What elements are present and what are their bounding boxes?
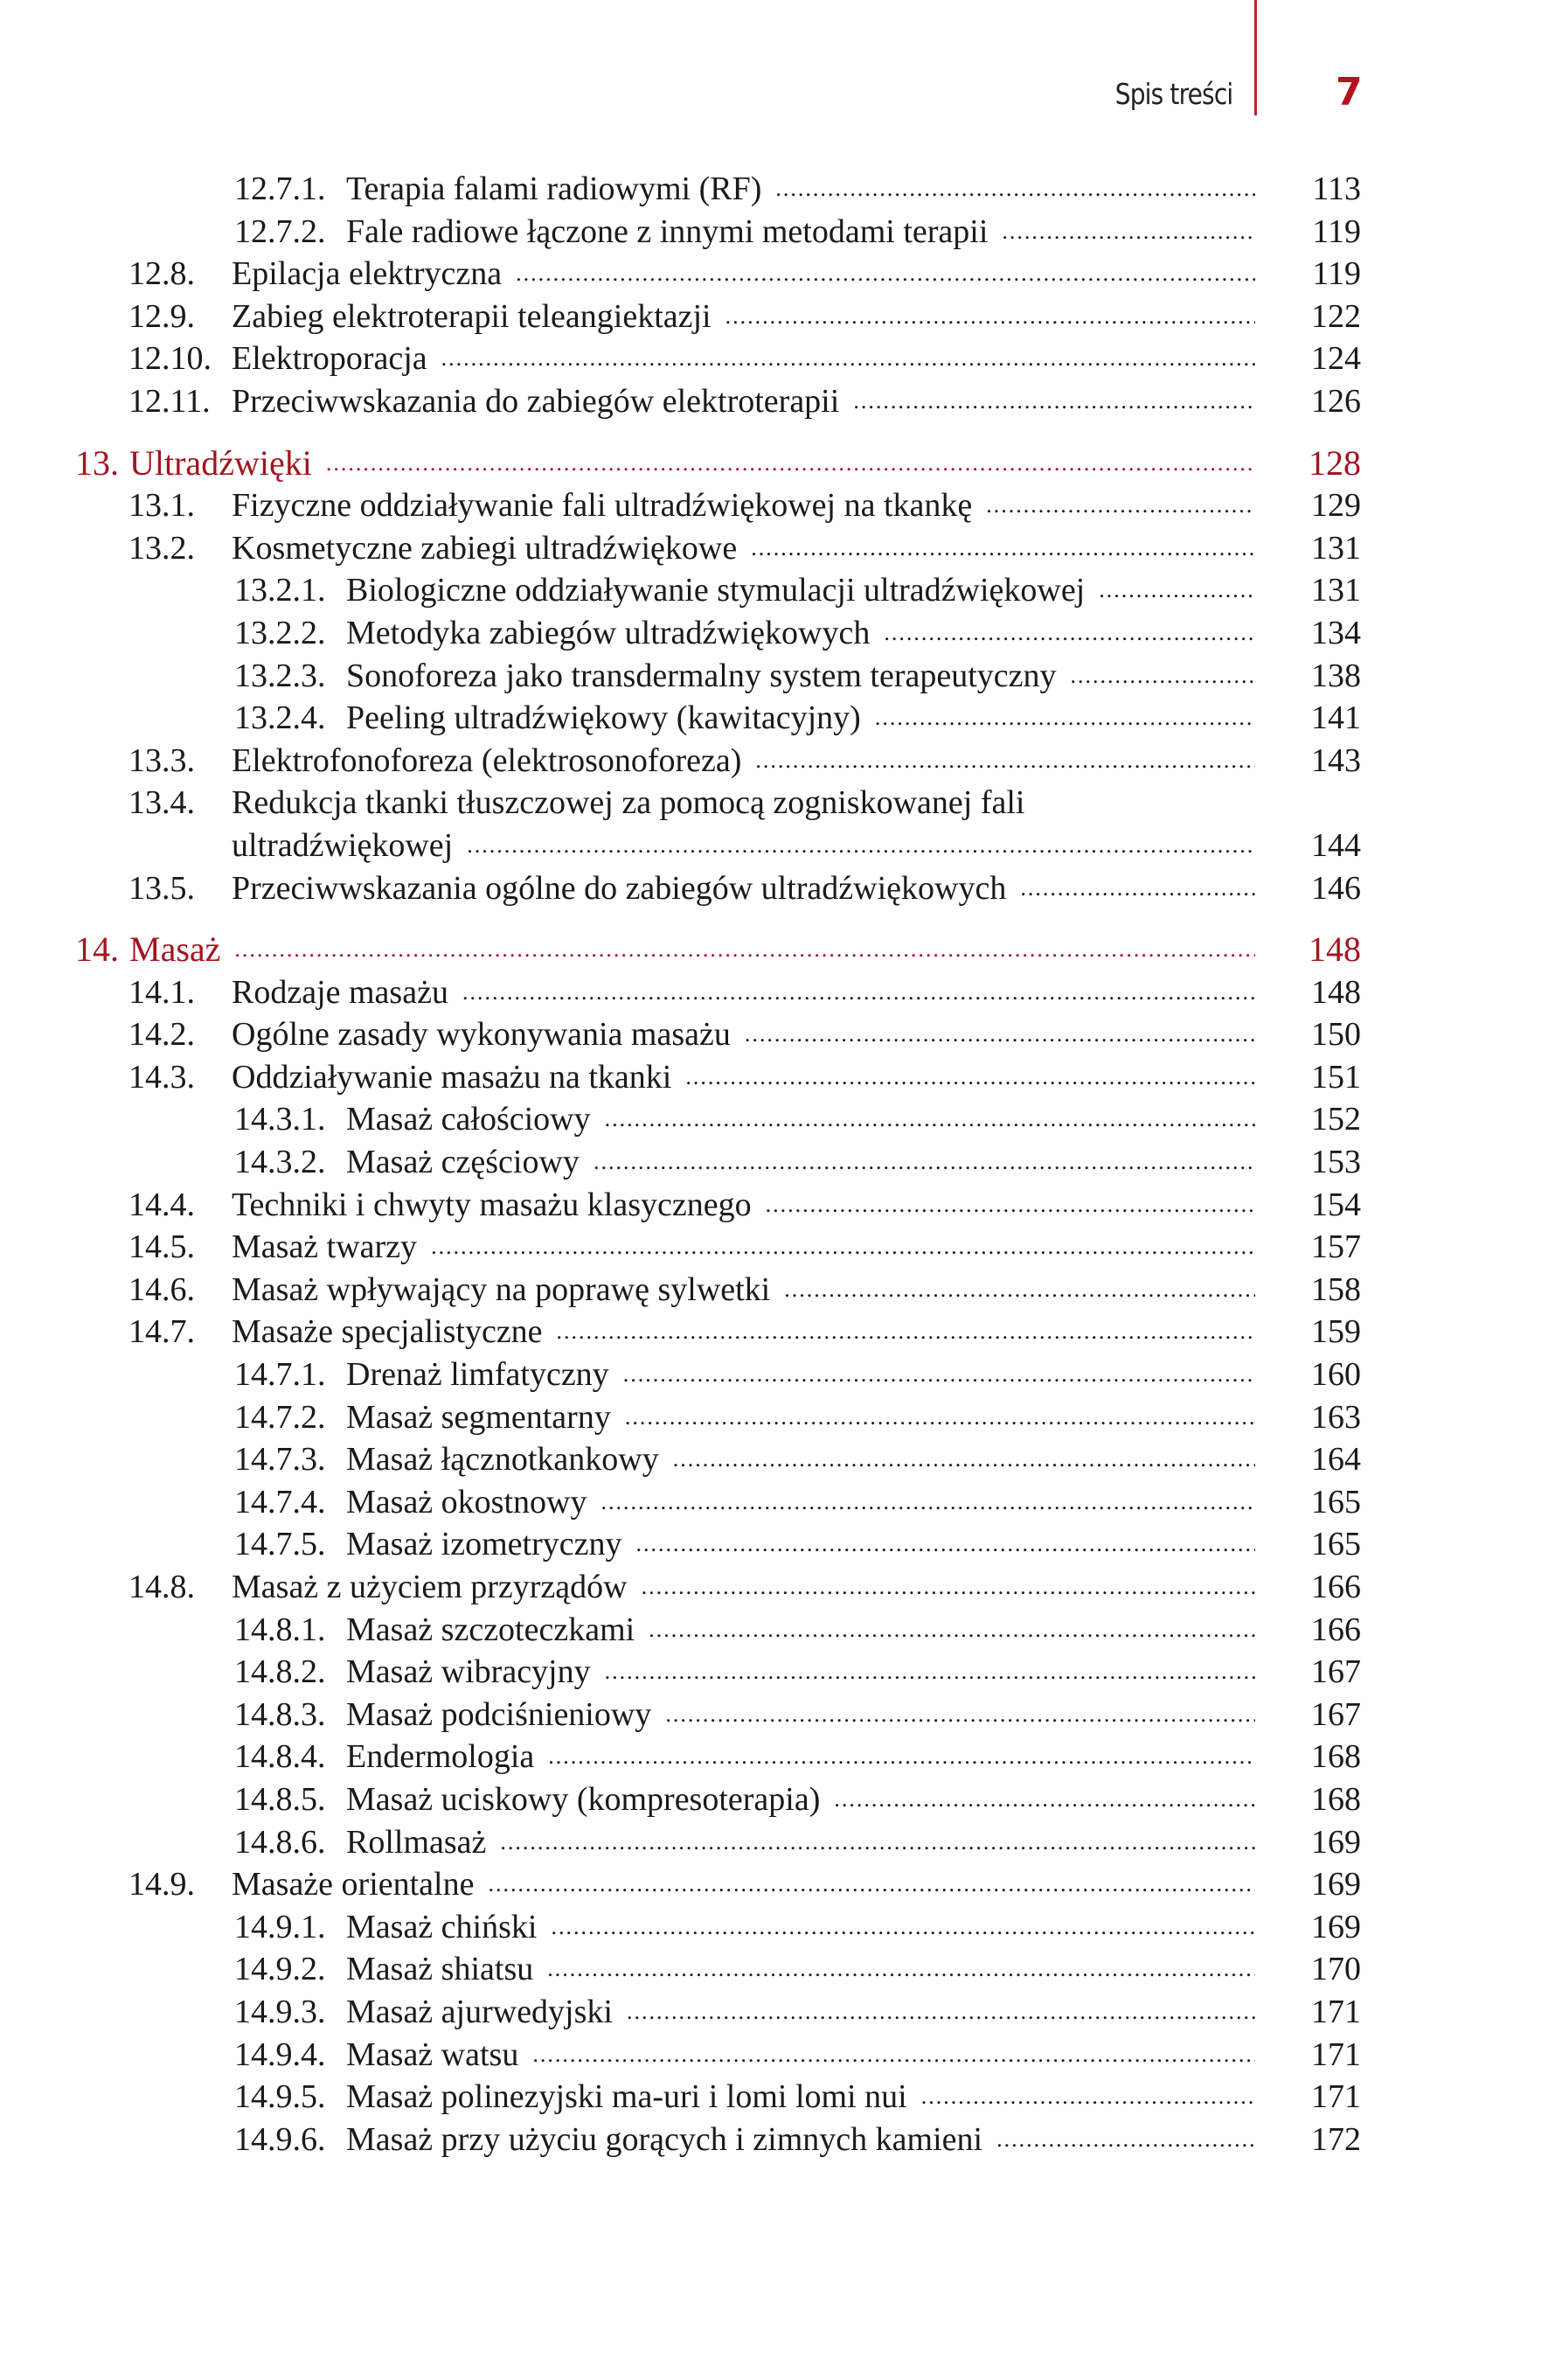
entry-title: Metodyka zabiegów ultradźwiękowych [346, 614, 871, 651]
entry-title: Masaż łącznotkankowy [346, 1441, 659, 1479]
toc-entry [0, 782, 1548, 825]
toc-entry [0, 296, 1548, 338]
dot-leader [551, 1906, 1255, 1949]
dot-leader [673, 1438, 1255, 1481]
entry-title: Epilacja elektryczna [232, 255, 503, 293]
dot-leader [1099, 569, 1255, 612]
dot-leader [642, 1566, 1255, 1609]
entry-page-number: 168 [1311, 1780, 1361, 1818]
entry-title: Masaż podciśnieniowy [346, 1695, 652, 1733]
entry-title: Masaż chiński [346, 1908, 538, 1945]
toc-entry [0, 484, 1548, 527]
entry-number: 14.8.6. [234, 1823, 326, 1861]
dot-leader [884, 612, 1255, 655]
toc-section-entry [0, 929, 1548, 971]
dot-leader [1002, 211, 1255, 254]
entry-page-number: 168 [1311, 1738, 1361, 1776]
entry-page-number: 122 [1311, 297, 1361, 335]
table-of-contents [0, 168, 1548, 2161]
dot-leader [623, 1354, 1255, 1396]
entry-number: 14.7.2. [234, 1398, 326, 1436]
entry-title: Masaż całościowy [346, 1101, 591, 1138]
entry-number: 13.2.1. [234, 572, 326, 609]
toc-entry [0, 655, 1548, 698]
dot-leader [462, 971, 1255, 1014]
entry-page-number: 124 [1311, 340, 1361, 378]
entry-title: Zabieg elektroterapii teleangiektazji [232, 297, 712, 335]
entry-page-number: 143 [1311, 741, 1361, 779]
toc-section-entry [0, 442, 1548, 485]
toc-entry [0, 867, 1548, 910]
entry-number: 14.2. [128, 1016, 195, 1054]
dot-leader [649, 1609, 1255, 1652]
entry-page-number: 146 [1311, 869, 1361, 907]
dot-leader [627, 1991, 1255, 2034]
dot-leader [875, 697, 1255, 740]
toc-entry [0, 1226, 1548, 1269]
toc-entry [0, 1991, 1548, 2034]
dot-leader [488, 1863, 1255, 1906]
dot-leader [921, 2076, 1255, 2119]
dot-leader [665, 1694, 1255, 1736]
entry-page-number: 169 [1311, 1823, 1361, 1861]
toc-entry [0, 612, 1548, 655]
entry-page-number: 154 [1311, 1186, 1361, 1223]
entry-number: 14.8.1. [234, 1611, 326, 1648]
toc-entry [0, 1056, 1548, 1099]
entry-number: 12.7.1. [234, 170, 326, 207]
entry-page-number: 152 [1311, 1101, 1361, 1138]
entry-title: Masaże specjalistyczne [232, 1313, 543, 1351]
entry-number: 14.9.5. [234, 2078, 326, 2116]
entry-page-number: 131 [1311, 572, 1361, 609]
toc-entry [0, 380, 1548, 423]
entry-number: 14.7. [128, 1313, 195, 1351]
entry-number: 14.7.1. [234, 1356, 326, 1394]
entry-page-number: 171 [1311, 2036, 1361, 2073]
toc-entry [0, 168, 1548, 211]
dot-leader [548, 1736, 1255, 1778]
toc-entry [0, 825, 1548, 867]
toc-entry [0, 1311, 1548, 1354]
toc-entry [0, 253, 1548, 296]
dot-leader [441, 338, 1255, 380]
dot-leader [635, 1523, 1255, 1566]
dot-leader [500, 1821, 1255, 1864]
toc-entry [0, 338, 1548, 380]
entry-page-number: 171 [1311, 2078, 1361, 2116]
entry-title: Masaż przy użyciu gorących i zimnych kamieni [346, 2120, 983, 2158]
entry-title: Fizyczne oddziaływanie fali ultradźwiękowej na tkankę [232, 487, 973, 525]
entry-number: 14.7.4. [234, 1483, 326, 1521]
entry-page-number: 166 [1311, 1611, 1361, 1648]
entry-number: 13.3. [128, 741, 195, 779]
toc-entry [0, 1354, 1548, 1396]
entry-number: 14.9.6. [234, 2120, 326, 2158]
entry-number: 14. [75, 929, 119, 970]
entry-page-number: 172 [1311, 2120, 1361, 2158]
entry-page-number: 167 [1311, 1695, 1361, 1733]
dot-leader [986, 484, 1255, 527]
entry-number: 14.8.2. [234, 1653, 326, 1691]
dot-leader [234, 929, 1255, 971]
entry-title: Masaż z użyciem przyrządów [232, 1569, 628, 1605]
entry-title: Masaż segmentarny [346, 1398, 611, 1436]
entry-number: 12.10. [128, 340, 212, 378]
entry-number: 14.9.3. [234, 1993, 326, 2030]
entry-page-number: 113 [1312, 170, 1361, 207]
entry-title: Peeling ultradźwiękowy (kawitacyjny) [346, 699, 861, 737]
entry-page-number: 160 [1311, 1356, 1361, 1394]
entry-page-number: 166 [1311, 1569, 1361, 1605]
dot-leader [605, 1098, 1255, 1141]
entry-number: 14.9.4. [234, 2036, 326, 2073]
toc-entry [0, 1184, 1548, 1227]
entry-title: Masaż [129, 929, 221, 970]
toc-entry [0, 1821, 1548, 1864]
toc-entry [0, 1481, 1548, 1524]
dot-leader [1020, 867, 1255, 910]
dot-leader [766, 1184, 1255, 1227]
entry-number: 14.8.5. [234, 1780, 326, 1818]
entry-page-number: 150 [1311, 1016, 1361, 1054]
toc-entry [0, 1651, 1548, 1694]
toc-entry [0, 2034, 1548, 2077]
entry-title: Rodzaje masażu [232, 973, 448, 1011]
entry-page-number: 153 [1311, 1144, 1361, 1181]
entry-title: Oddziaływanie masażu na tkanki [232, 1058, 672, 1096]
dot-leader [775, 168, 1255, 211]
entry-number: 13.2.3. [234, 657, 326, 694]
entry-number: 13.1. [128, 487, 195, 525]
entry-page-number: 128 [1309, 442, 1361, 483]
entry-page-number: 129 [1311, 487, 1361, 525]
dot-leader [996, 2119, 1255, 2161]
entry-title: Masaż uciskowy (kompresoterapia) [346, 1780, 821, 1818]
toc-entry [0, 1694, 1548, 1736]
toc-entry [0, 527, 1548, 570]
entry-number: 14.7.5. [234, 1526, 326, 1563]
entry-number: 12.11. [128, 382, 211, 420]
entry-page-number: 167 [1311, 1653, 1361, 1691]
toc-entry [0, 569, 1548, 612]
page-number: 7 [1336, 70, 1363, 115]
entry-title: Ogólne zasady wykonywania masażu [232, 1016, 731, 1054]
entry-title: Endermologia [346, 1738, 535, 1776]
entry-number: 14.8. [128, 1569, 195, 1605]
entry-number: 14.3.1. [234, 1101, 326, 1138]
toc-entry [0, 1906, 1548, 1949]
dot-leader [532, 2034, 1255, 2077]
entry-page-number: 134 [1311, 614, 1361, 651]
entry-title: Masaż okostnowy [346, 1483, 587, 1521]
dot-leader [685, 1056, 1255, 1099]
entry-number: 14.8.4. [234, 1738, 326, 1776]
entry-title: Biologiczne oddziaływanie stymulacji ultradźwiękowej [346, 572, 1086, 609]
entry-number: 14.9.2. [234, 1951, 326, 1988]
entry-number: 13.4. [128, 784, 195, 822]
entry-title: Rollmasaż [346, 1823, 487, 1861]
dot-leader [784, 1269, 1255, 1312]
entry-page-number: 169 [1311, 1908, 1361, 1945]
entry-number: 12.8. [128, 255, 195, 293]
dot-leader [1071, 655, 1256, 698]
entry-page-number: 126 [1311, 382, 1361, 420]
entry-title: Masaż polinezyjski ma-uri i lomi lomi nui [346, 2078, 907, 2116]
toc-entry [0, 740, 1548, 783]
entry-number: 14.9. [128, 1866, 195, 1903]
entry-number: 14.6. [128, 1270, 195, 1308]
entry-page-number: 164 [1311, 1441, 1361, 1479]
toc-entry [0, 1736, 1548, 1778]
dot-leader [594, 1141, 1255, 1184]
entry-title: Kosmetyczne zabiegi ultradźwiękowe [232, 529, 738, 567]
entry-title: Masaż częściowy [346, 1144, 580, 1181]
entry-number: 14.5. [128, 1228, 195, 1266]
entry-title: Techniki i chwyty masażu klasycznego [232, 1186, 752, 1223]
toc-entry [0, 1396, 1548, 1439]
toc-entry [0, 697, 1548, 740]
dot-leader [625, 1396, 1255, 1439]
entry-page-number: 169 [1311, 1866, 1361, 1903]
toc-entry [0, 1269, 1548, 1312]
entry-title: Masaż shiatsu [346, 1951, 534, 1988]
entry-page-number: 170 [1311, 1951, 1361, 1988]
toc-entry [0, 1566, 1548, 1609]
dot-leader [600, 1481, 1255, 1524]
dot-leader [853, 380, 1255, 423]
toc-entry [0, 2119, 1548, 2161]
entry-title: Masaż ajurwedyjski [346, 1993, 613, 2030]
entry-number: 14.1. [128, 973, 195, 1011]
entry-title: Masaż wibracyjny [346, 1653, 591, 1691]
toc-entry [0, 1013, 1548, 1056]
entry-number: 13.2. [128, 529, 195, 567]
entry-number: 12.7.2. [234, 212, 326, 250]
entry-title: Masaż watsu [346, 2036, 519, 2073]
entry-title: Przeciwwskazania ogólne do zabiegów ultradźwiękowych [232, 869, 1007, 907]
toc-entry [0, 1609, 1548, 1652]
entry-number: 14.9.1. [234, 1908, 326, 1945]
entry-page-number: 157 [1311, 1228, 1361, 1266]
entry-title: Elektroporacja [232, 340, 427, 378]
entry-page-number: 148 [1311, 973, 1361, 1011]
entry-title: Drenaż limfatyczny [346, 1356, 609, 1394]
entry-number: 14.3.2. [234, 1144, 326, 1181]
entry-number: 13. [75, 442, 119, 483]
entry-title: Ultradźwięki [129, 442, 312, 483]
dot-leader [431, 1226, 1255, 1269]
entry-title: Przeciwwskazania do zabiegów elektroterapii [232, 382, 840, 420]
dot-leader [834, 1778, 1255, 1821]
entry-page-number: 159 [1311, 1313, 1361, 1351]
entry-number: 13.2.4. [234, 699, 326, 737]
entry-number: 14.8.3. [234, 1695, 326, 1733]
running-header-title: Spis treści [1114, 77, 1232, 111]
dot-leader [557, 1311, 1255, 1354]
entry-title: Fale radiowe łączone z innymi metodami terapii [346, 212, 989, 250]
entry-title: Sonoforeza jako transdermalny system terapeutyczny [346, 657, 1057, 694]
entry-number: 13.5. [128, 869, 195, 907]
entry-number: 12.9. [128, 297, 195, 335]
toc-entry [0, 971, 1548, 1014]
entry-title: Redukcja tkanki tłuszczowej za pomocą zogniskowanej fali [232, 784, 1025, 822]
entry-page-number: 141 [1311, 699, 1361, 737]
dot-leader [547, 1948, 1255, 1991]
entry-page-number: 148 [1309, 929, 1361, 970]
toc-entry [0, 1098, 1548, 1141]
entry-page-number: 119 [1312, 255, 1361, 293]
entry-page-number: 165 [1311, 1483, 1361, 1521]
entry-page-number: 171 [1311, 1993, 1361, 2030]
entry-number: 14.7.3. [234, 1441, 326, 1479]
entry-page-number: 165 [1311, 1526, 1361, 1563]
toc-entry [0, 2076, 1548, 2119]
toc-entry [0, 1778, 1548, 1821]
dot-leader [751, 527, 1255, 570]
entry-page-number: 151 [1311, 1058, 1361, 1096]
dot-leader [326, 442, 1255, 485]
entry-page-number: 163 [1311, 1398, 1361, 1436]
entry-title: Masaż wpływający na poprawę sylwetki [232, 1270, 771, 1308]
entry-title: Elektrofonoforeza (elektrosonoforeza) [232, 741, 742, 779]
dot-leader [755, 740, 1255, 783]
entry-page-number: 119 [1312, 212, 1361, 250]
toc-entry [0, 1141, 1548, 1184]
entry-title: Masaż szczoteczkami [346, 1611, 635, 1648]
toc-entry [0, 1948, 1548, 1991]
entry-title: Masaże orientalne [232, 1866, 475, 1903]
dot-leader [725, 296, 1255, 338]
entry-title: Masaż twarzy [232, 1228, 418, 1266]
entry-page-number: 131 [1311, 529, 1361, 567]
toc-entry [0, 1523, 1548, 1566]
entry-page-number: 138 [1311, 657, 1361, 694]
dot-leader [516, 253, 1255, 296]
entry-title: Terapia falami radiowymi (RF) [346, 170, 762, 207]
entry-number: 13.2.2. [234, 614, 326, 651]
toc-entry [0, 1863, 1548, 1906]
entry-page-number: 158 [1311, 1270, 1361, 1308]
dot-leader [605, 1651, 1255, 1694]
dot-leader [745, 1013, 1255, 1056]
dot-leader [467, 825, 1255, 867]
entry-title: ultradźwiękowej [232, 826, 454, 864]
header-divider-line [1254, 0, 1257, 115]
entry-number: 14.3. [128, 1058, 195, 1096]
entry-page-number: 144 [1311, 826, 1361, 864]
entry-number: 14.4. [128, 1186, 195, 1223]
entry-title: Masaż izometryczny [346, 1526, 622, 1563]
toc-entry [0, 211, 1548, 254]
toc-entry [0, 1438, 1548, 1481]
